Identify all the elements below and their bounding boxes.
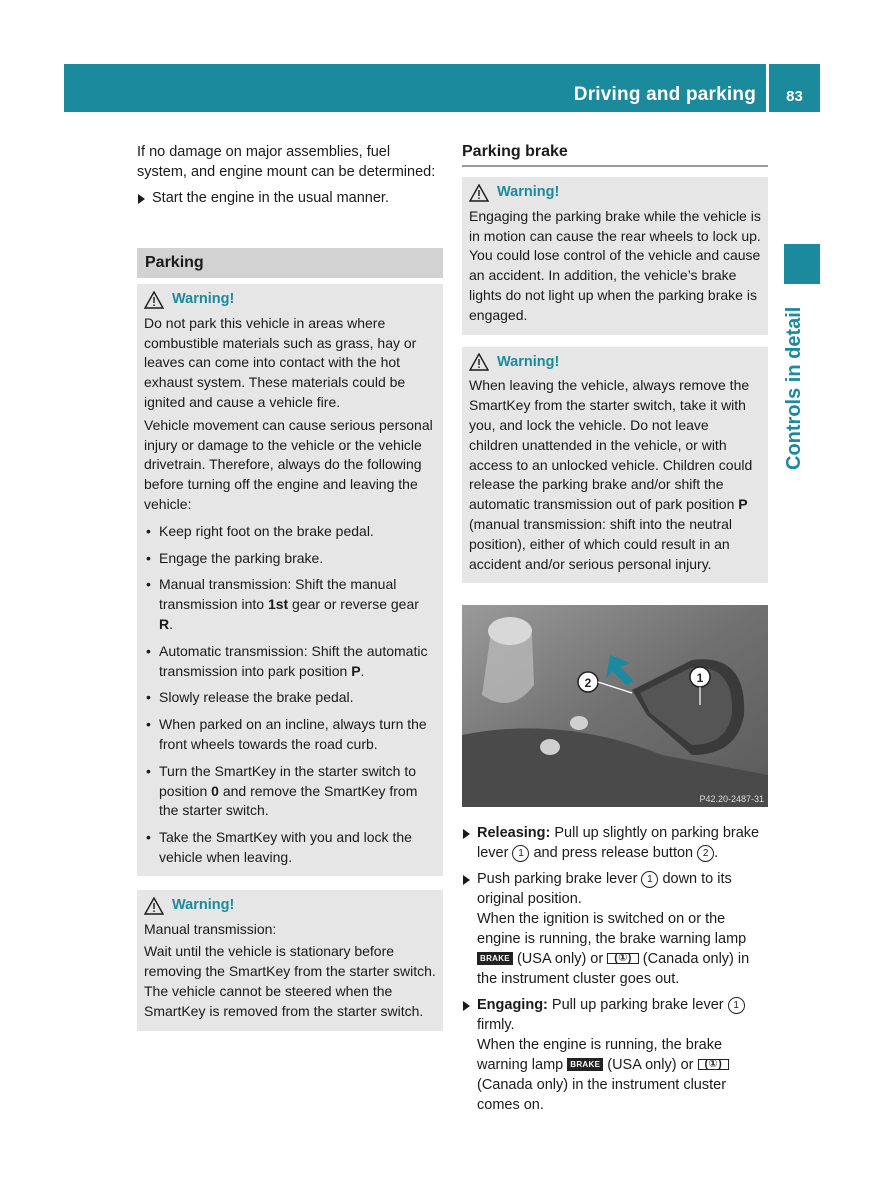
warning-text: When leaving the vehicle, always remove the SmartKey from the starter switch, take it with you, and lock the vehicle. Do not leave children unattended in the vehicle, or with access to an unlocked vehicle. Children could release the parking brake and/or shift the automatic transmission out of park position P (manual transmission: shift into the neutral position), either of which could result in an accident and/or serious personal injury. <box>469 377 753 572</box>
warning-bullet: • Keep right foot on the brake pedal. <box>146 522 374 539</box>
warning-bullet: • Turn the SmartKey in the starter switch to position 0 and remove the SmartKey from the starter switch. <box>146 762 418 819</box>
page-header <box>64 64 820 112</box>
warning-triangle-icon <box>144 291 164 309</box>
callout-2: 2 <box>584 676 592 691</box>
brake-lamp-icon: BRAKE <box>477 952 513 965</box>
warning-bullet: • Engage the parking brake. <box>146 549 324 566</box>
warning-bullet: • When parked on an incline, always turn the front wheels towards the road curb. <box>146 716 427 752</box>
page-number: 83 <box>786 88 803 105</box>
step-start-engine: Start the engine in the usual manner. <box>137 188 443 208</box>
left-column <box>137 142 443 1031</box>
step-push-lever: Push parking brake lever 1 down to its original position. When the ignition is switched on or the engine is running, the brake warning lamp BRAKE (USA only) or (①) (Canada only) in the instrument cluster goes out. <box>462 869 768 989</box>
lever-callout-icon: 1 <box>512 845 529 862</box>
step-releasing: Releasing: Pull up slightly on parking brake lever 1 and press release button 2 . <box>462 823 768 863</box>
warning-text: Manual transmission: <box>144 920 277 937</box>
warning-bullet: • Slowly release the brake pedal. <box>146 689 354 706</box>
warning-text: Engaging the parking brake while the vehicle is in motion can cause the rear wheels to lock up. You could lose control of the vehicle and cause an accident. In addition, the vehicle’s brake lights do not light up when the parking brake is engaged. <box>469 207 761 323</box>
brake-lamp-icon: BRAKE <box>567 1058 603 1071</box>
intro-text: If no damage on major assemblies, fuel system, and engine mount can be determined: <box>137 144 436 180</box>
warning-title: Warning! <box>172 291 235 307</box>
warning-triangle-icon <box>144 897 164 915</box>
button-callout-icon: 2 <box>697 845 714 862</box>
warning-triangle-icon <box>469 353 489 371</box>
side-tab-label: Controls in detail <box>783 306 805 470</box>
lever-callout-icon: 1 <box>641 871 658 888</box>
step-arrow-icon <box>463 875 470 885</box>
step-arrow-icon <box>463 1001 470 1011</box>
warning-bullet: • Automatic transmission: Shift the automatic transmission into park position P. <box>146 642 428 679</box>
side-tab-marker <box>784 244 820 284</box>
warning-box-leaving-vehicle <box>462 347 768 584</box>
step-engaging: Engaging: Pull up parking brake lever 1 firmly. When the engine is running, the brake warning lamp BRAKE (USA only) or (①) (Canada only) in the instrument cluster comes on. <box>462 995 768 1115</box>
step-arrow-icon <box>463 829 470 839</box>
section-title-parking: Parking <box>137 248 443 278</box>
callout-1: 1 <box>696 671 704 686</box>
warning-bullet: • Take the SmartKey with you and lock the vehicle when leaving. <box>146 829 412 865</box>
right-column <box>462 142 768 1121</box>
warning-title: Warning! <box>172 896 235 913</box>
brake-lamp-canada-icon: (①) <box>698 1059 730 1070</box>
warning-box-parking-brake <box>462 177 768 335</box>
warning-header <box>144 896 436 916</box>
parking-brake-photo <box>462 605 768 807</box>
section-title-parking-brake: Parking brake <box>462 142 768 167</box>
warning-title: Warning! <box>497 184 560 200</box>
warning-header <box>144 290 436 310</box>
figure-code: P42.20-2487-31 <box>699 794 764 805</box>
warning-bullet: • Manual transmission: Shift the manual transmission into 1st gear or reverse gear R. <box>146 576 419 632</box>
warning-triangle-icon <box>469 184 489 202</box>
lever-callout-icon: 1 <box>728 997 745 1014</box>
warning-header <box>469 183 761 203</box>
warning-box-parking <box>137 284 443 876</box>
warning-text: Wait until the vehicle is stationary before removing the SmartKey from the starter switch. The vehicle cannot be steered when the SmartKey is removed from the starter switch. <box>144 943 436 1019</box>
brake-lamp-canada-icon: (①) <box>607 953 639 964</box>
warning-box-manual-transmission <box>137 890 443 1031</box>
warning-text: Vehicle movement can cause serious personal injury or damage to the vehicle or the vehicle drivetrain. Therefore, always do the following before turning off the engine and leaving the vehicle: <box>144 416 433 512</box>
warning-header <box>469 353 761 373</box>
step-arrow-icon <box>138 194 145 204</box>
chapter-title: Driving and parking <box>573 84 756 105</box>
warning-title: Warning! <box>497 353 560 370</box>
warning-text: Do not park this vehicle in areas where combustible materials such as grass, hay or leaves can come into contact with the hot exhaust system. These materials could be ignited and cause a vehicle fire. <box>144 314 417 410</box>
